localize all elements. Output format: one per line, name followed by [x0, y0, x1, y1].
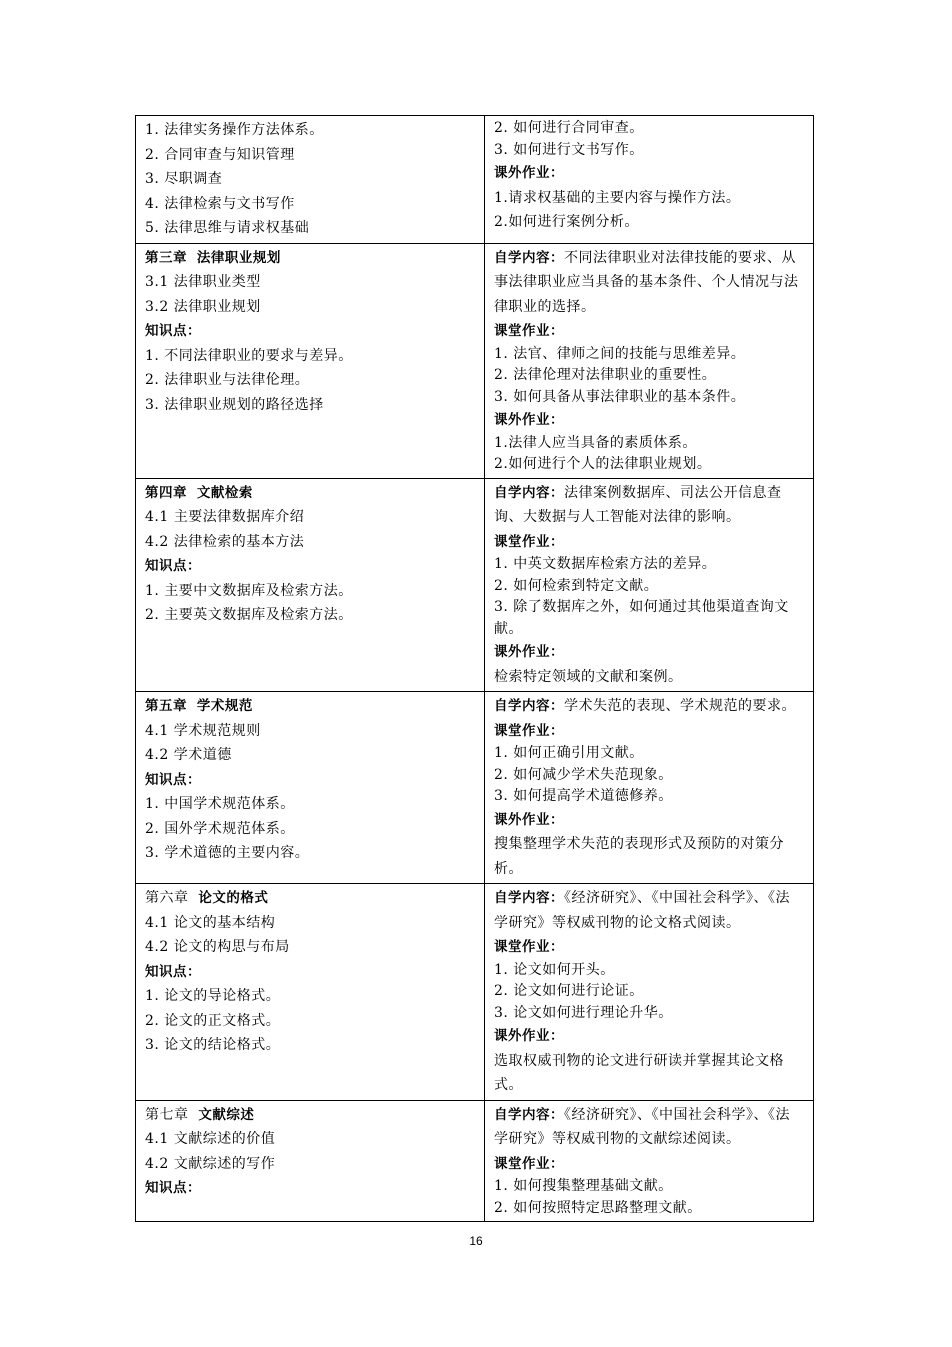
homework-heading: 课外作业：: [494, 811, 564, 828]
chapter-prefix: 第四章: [145, 484, 187, 501]
list-item: 1.法律人应当具备的素质体系。: [494, 434, 697, 451]
list-item: 3. 法律职业规划的路径选择: [145, 396, 324, 413]
list-item: 1. 法官、律师之间的技能与思维差异。: [494, 345, 746, 362]
knowledge-heading: 知识点：: [145, 771, 201, 788]
list-item: 2. 论文如何进行论证。: [494, 983, 644, 999]
list-item: 2. 合同审查与知识管理: [145, 146, 295, 163]
section-item: 4.2 法律检索的基本方法: [145, 533, 305, 550]
list-item: 3. 论文的结论格式。: [145, 1037, 281, 1053]
knowledge-heading: 知识点：: [145, 558, 201, 574]
chapter-title: 法律职业规划: [196, 249, 281, 266]
table-row: [136, 1100, 814, 1222]
section-item: 4.1 文献综述的价值: [145, 1131, 276, 1147]
class-work-heading: 课堂作业：: [494, 533, 564, 550]
list-item: 1. 如何正确引用文献。: [494, 745, 644, 761]
list-item: 1. 不同法律职业的要求与差异。: [145, 347, 353, 364]
left-cell: [136, 116, 485, 244]
list-item: 2. 国外学术规范体系。: [145, 820, 295, 837]
list-item: 1. 论文的导论格式。: [145, 988, 281, 1004]
chapter-prefix: 第七章: [145, 1106, 189, 1123]
chapter-prefix: 第六章: [145, 890, 189, 906]
list-item: 2. 如何进行合同审查。: [494, 120, 644, 136]
self-study: [494, 1103, 804, 1152]
list-item: 3. 论文如何进行理论升华。: [494, 1004, 673, 1021]
page-number: 16: [469, 1234, 483, 1248]
chapter-prefix: 第五章: [145, 698, 187, 714]
self-study-heading: 自学内容：: [494, 484, 564, 501]
table-row: [136, 478, 814, 692]
list-item: 3. 除了数据库之外，如何通过其他渠道查询文献。: [494, 599, 789, 637]
table-row: [136, 884, 814, 1101]
class-work-heading: 课堂作业：: [494, 323, 564, 339]
chapter-prefix: 第三章: [145, 249, 187, 266]
class-work-heading: 课堂作业：: [494, 939, 564, 955]
list-item: 2. 法律伦理对法律职业的重要性。: [494, 367, 717, 383]
right-cell: [485, 116, 814, 244]
right-cell: [485, 1100, 814, 1222]
list-item: 2. 主要英文数据库及检索方法。: [145, 607, 353, 623]
self-study-text: 《经济研究》、《中国社会科学》、《法学研究》等权威刊物的论文格式阅读。: [494, 890, 790, 931]
right-cell: [485, 692, 814, 884]
chapter-heading: [145, 246, 475, 271]
list-item: 3. 如何具备从事法律职业的基本条件。: [494, 388, 746, 405]
right-cell: [485, 243, 814, 478]
homework-heading: 课外作业：: [494, 165, 564, 181]
section-item: 4.2 论文的构思与布局: [145, 939, 290, 955]
list-item: 1. 法律实务操作方法体系。: [145, 122, 324, 138]
self-study: [494, 246, 804, 320]
chapter-title: 学术规范: [196, 698, 253, 714]
list-item: 3. 尽职调查: [145, 171, 223, 187]
homework-heading: 课外作业：: [494, 644, 564, 660]
left-cell: [136, 478, 485, 692]
list-item: 1. 如何搜集整理基础文献。: [494, 1178, 673, 1194]
class-work-heading: 课堂作业：: [494, 1155, 564, 1172]
list-item: 1. 主要中文数据库及检索方法。: [145, 582, 353, 599]
section-item: 4.1 主要法律数据库介绍: [145, 509, 305, 525]
class-work-heading: 课堂作业：: [494, 722, 564, 739]
knowledge-heading: 知识点：: [145, 963, 201, 980]
section-item: 4.2 学术道德: [145, 747, 232, 763]
list-item: 1. 论文如何开头。: [494, 961, 615, 978]
list-item: 2. 如何检索到特定文献。: [494, 577, 659, 594]
left-cell: [136, 692, 485, 884]
knowledge-heading: 知识点：: [145, 323, 201, 339]
syllabus-table: [135, 115, 814, 1222]
self-study-text: 法律案例数据库、司法公开信息查询、大数据与人工智能对法律的影响。: [494, 484, 782, 525]
homework-heading: 课外作业：: [494, 412, 564, 428]
chapter-title: 文献综述: [198, 1106, 255, 1123]
chapter-heading: [145, 1103, 475, 1128]
self-study: [494, 694, 804, 719]
list-item: 2. 法律职业与法律伦理。: [145, 372, 310, 388]
left-cell: [136, 1100, 485, 1222]
section-item: 4.1 学术规范规则: [145, 722, 261, 739]
chapter-title: 文献检索: [196, 484, 253, 501]
list-item: 2. 如何减少学术失范现象。: [494, 766, 673, 783]
list-item: 3. 如何进行文书写作。: [494, 141, 644, 158]
chapter-title: 论文的格式: [198, 890, 269, 906]
list-item: 3. 学术道德的主要内容。: [145, 845, 310, 861]
list-item: 3. 如何提高学术道德修养。: [494, 788, 673, 804]
list-item: 5. 法律思维与请求权基础: [145, 220, 310, 236]
list-item: 2.如何进行案例分析。: [494, 214, 639, 230]
table-row: [136, 243, 814, 478]
list-item: 1. 中国学术规范体系。: [145, 796, 295, 812]
list-item: 2.如何进行个人的法律职业规划。: [494, 456, 712, 472]
section-item: 4.2 文献综述的写作: [145, 1155, 276, 1172]
table-row: [136, 692, 814, 884]
list-item: 检索特定领域的文献和案例。: [494, 668, 683, 685]
self-study-text: 不同法律职业对法律技能的要求、从事法律职业应当具备的基本条件、个人情况与法律职业的选择。: [494, 249, 799, 315]
right-cell: [485, 478, 814, 692]
chapter-heading: [145, 886, 475, 911]
list-item: 2. 论文的正文格式。: [145, 1012, 281, 1029]
list-item: 1.请求权基础的主要内容与操作方法。: [494, 189, 741, 206]
self-study-heading: 自学内容：: [494, 890, 564, 906]
list-item: 选取权威刊物的论文进行研读并掌握其论文格式。: [494, 1052, 784, 1093]
self-study-text: 学术失范的表现、学术规范的要求。: [564, 698, 796, 714]
section-item: 3.2 法律职业规划: [145, 298, 261, 315]
list-item: 4. 法律检索与文书写作: [145, 195, 295, 212]
self-study-heading: 自学内容：: [494, 249, 564, 266]
list-item: 2. 如何按照特定思路整理文献。: [494, 1199, 702, 1216]
right-cell: [485, 884, 814, 1101]
knowledge-heading: 知识点：: [145, 1180, 201, 1196]
list-item: 1. 中英文数据库检索方法的差异。: [494, 556, 717, 572]
self-study: [494, 481, 804, 530]
list-item: 搜集整理学术失范的表现形式及预防的对策分析。: [494, 836, 784, 877]
section-item: 4.1 论文的基本结构: [145, 914, 276, 931]
self-study-text: 《经济研究》、《中国社会科学》、《法学研究》等权威刊物的文献综述阅读。: [494, 1106, 790, 1147]
left-cell: [136, 243, 485, 478]
chapter-heading: [145, 481, 475, 506]
table-row: [136, 116, 814, 244]
self-study: [494, 886, 804, 935]
self-study-heading: 自学内容：: [494, 1106, 564, 1123]
chapter-heading: [145, 694, 475, 719]
homework-heading: 课外作业：: [494, 1028, 564, 1044]
self-study-heading: 自学内容：: [494, 698, 564, 714]
left-cell: [136, 884, 485, 1101]
section-item: 3.1 法律职业类型: [145, 274, 261, 290]
